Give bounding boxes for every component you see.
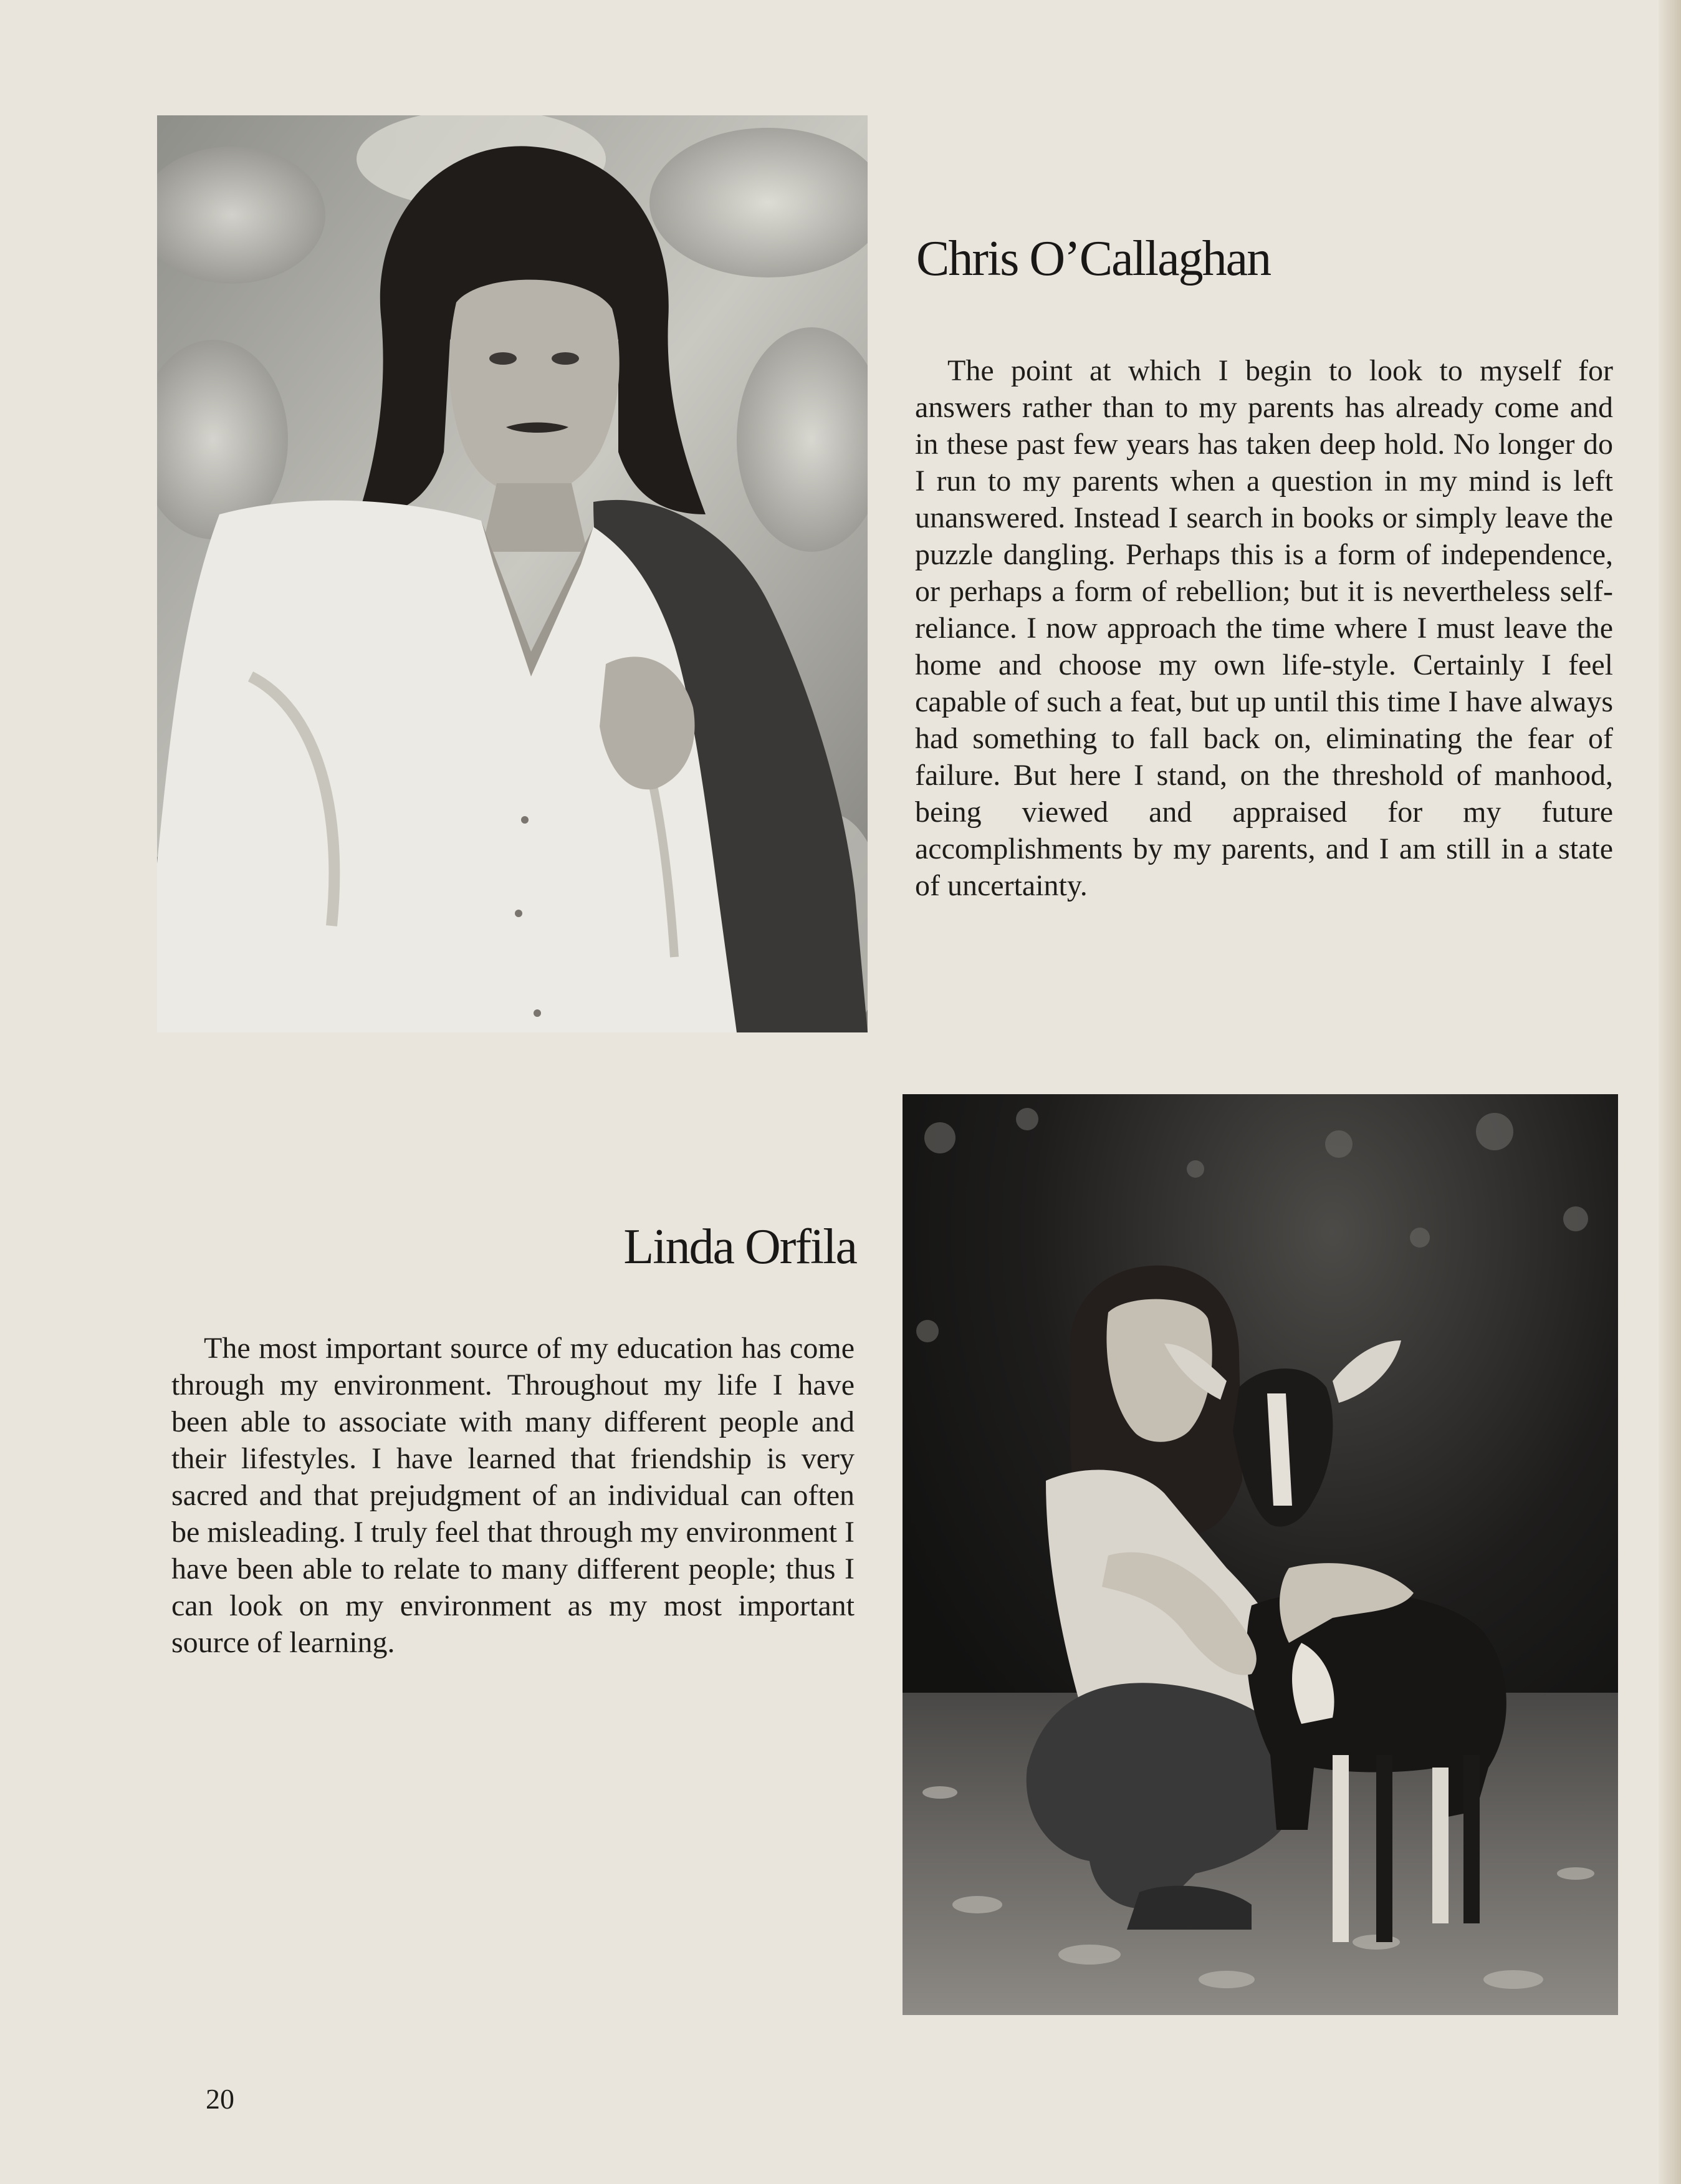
portrait-photo-linda: [903, 1094, 1618, 2015]
page-number: 20: [206, 2083, 234, 2115]
profile-essay-linda: The most important source of my education has come through my environment. Throughout my life I have been able to associate with many different people and their lifestyles. I have learned that friendship is very sacred and that prejudgment of an individual can often be misleading. I truly feel that through my environment I have been able to relate to many different people; thus I can look on my environment as my most important source of learning.: [171, 1332, 855, 1659]
profile-essay-chris: The point at which I begin to look to myself for answers rather than to my parents has already come and in these past few years has taken deep hold. No longer do I run to my parents when a question in my mind is left unanswered. Instead I search in books or simply leave the puzzle dangling. Perhaps this is a form of independence, or perhaps a form of rebellion; but it is nevertheless self-reliance. I now approach the time where I must leave the home and choose my own life-style. Certainly I feel capable of such a feat, but up until this time I have always had something to fall back on, eliminating the fear of failure. But here I stand, on the threshold of manhood, being viewed and appraised for my future accomplishments by my parents, and I am still in a state of uncertainty.: [915, 354, 1613, 902]
profile-name-linda: Linda Orfila: [623, 1219, 856, 1274]
profile-name-chris: Chris O’Callaghan: [916, 231, 1271, 286]
page-edge: [1659, 0, 1681, 2184]
portrait-photo-chris: [157, 115, 868, 1032]
